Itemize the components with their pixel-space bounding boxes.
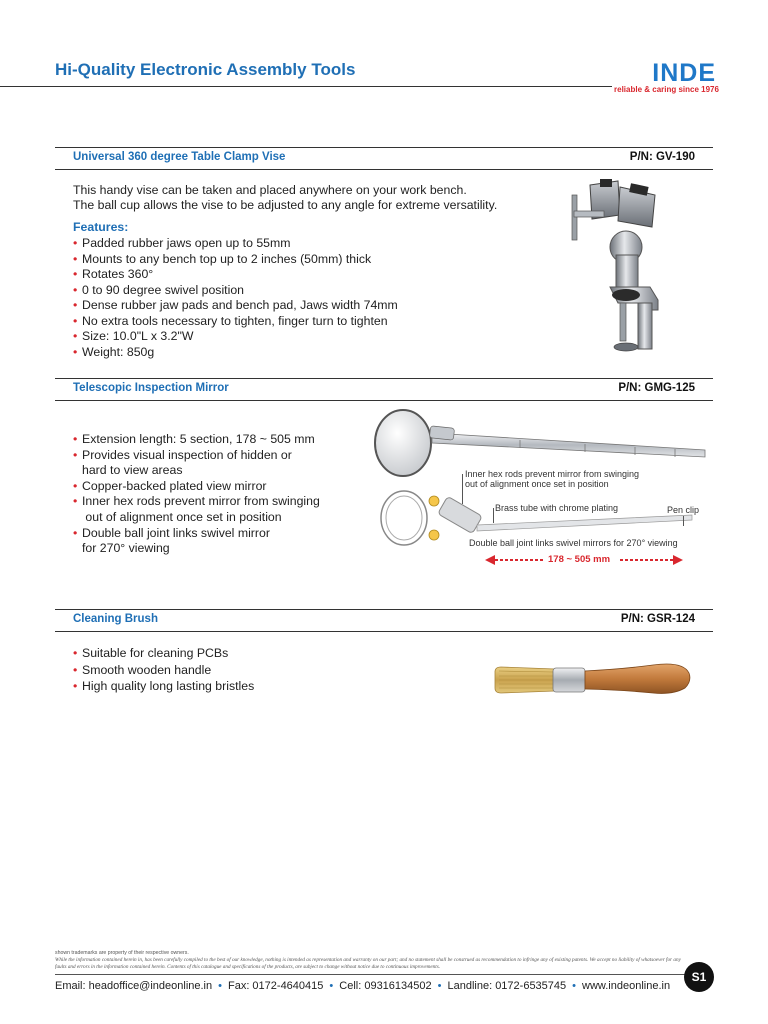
list-item: • Mounts to any bench top up to 2 inches (50mm) thick: [73, 252, 398, 268]
annotation-leader: [462, 474, 463, 504]
logo-wordmark: INDE: [652, 59, 716, 87]
list-item: • Double ball joint links swivel mirror for 270° viewing: [73, 526, 320, 557]
list-item: • Inner hex rods prevent mirror from swinging out of alignment once set in position: [73, 494, 320, 525]
description-line: The ball cup allows the vise to be adjusted to any angle for extreme versatility.: [73, 197, 498, 212]
feature-list-mirror: [73, 432, 320, 557]
list-item: • 0 to 90 degree swivel position: [73, 283, 398, 299]
description-line: This handy vise can be taken and placed anywhere on your work bench.: [73, 183, 467, 197]
contact-landline: Landline: 0172-6535745: [447, 980, 567, 992]
section-divider: [55, 400, 713, 401]
contact-email: Email: headoffice@indeonline.in: [55, 980, 213, 992]
logo-tagline: reliable & caring since 1976: [614, 85, 719, 94]
feature-list-brush: [73, 645, 254, 695]
features-label: Features:: [73, 220, 129, 234]
section-divider: [55, 378, 713, 379]
trademark-note: shown trademarks are property of their respective owners.: [55, 950, 189, 956]
product-title-brush: Cleaning Brush: [73, 613, 158, 625]
annotation-ball-joint: Double ball joint links swivel mirrors for 270° viewing: [469, 538, 678, 548]
list-item: • Weight: 850g: [73, 345, 398, 361]
page-number-badge: S1: [684, 962, 714, 992]
page-title: Hi-Quality Electronic Assembly Tools: [55, 60, 356, 79]
separator-dot: •: [329, 980, 334, 992]
annotation-brass-tube: Brass tube with chrome plating: [495, 503, 619, 513]
annotation-hex-rods: Inner hex rods prevent mirror from swinging: [465, 469, 640, 479]
contact-fax: Fax: 0172-4640415: [227, 980, 324, 992]
list-item: • Suitable for cleaning PCBs: [73, 645, 254, 662]
disclaimer-text: While the information contained herein in, has been carefully compiled to the best of our knowledge, nothing is intended as representation and warranty on our part; and no statement shall be construed as recommendation to infringe any of existing patents. We accept no liability of whatsoever for any faults and errors in the information contained herein. Contents of this catalogue and specifications of the products, are subject to change without notice due to continuous improvements.: [55, 957, 681, 970]
list-item: • Copper-backed plated view mirror: [73, 479, 320, 495]
product-pn-brush: P/N: GSR-124: [620, 613, 695, 625]
footer-divider: [55, 974, 685, 975]
list-item: • Extension length: 5 section, 178 ~ 505 mm: [73, 432, 320, 448]
section-divider: [55, 169, 713, 170]
product-pn-vise: P/N: GV-190: [629, 151, 695, 163]
product-title-vise: Universal 360 degree Table Clamp Vise: [73, 151, 286, 163]
separator-dot: •: [218, 980, 222, 992]
list-item: • Padded rubber jaws open up to 55mm: [73, 236, 398, 252]
annotation-pen-clip: Pen clip: [667, 505, 700, 515]
annotation-hex-rods-cont: out of alignment once set in position: [465, 479, 609, 489]
list-item: • Size: 10.0"L x 3.2"W: [73, 329, 398, 345]
list-item: • No extra tools necessary to tighten, finger turn to tighten: [73, 314, 398, 330]
list-item: • High quality long lasting bristles: [73, 678, 254, 695]
feature-list-vise: [73, 236, 398, 360]
product-description-vise: [73, 183, 497, 212]
annotation-leader: [683, 516, 684, 526]
contact-website: www.indeonline.in: [582, 980, 671, 992]
section-divider: [55, 631, 713, 632]
annotation-leader: [493, 508, 494, 523]
product-title-mirror: Telescopic Inspection Mirror: [73, 382, 229, 394]
vise-image: [560, 175, 680, 360]
list-item: • Smooth wooden handle: [73, 662, 254, 679]
product-pn-mirror: P/N: GMG-125: [618, 382, 695, 394]
header-divider: [0, 86, 612, 87]
company-logo: [614, 59, 719, 94]
list-item: • Dense rubber jaw pads and bench pad, Jaws width 74mm: [73, 298, 398, 314]
section-divider: [55, 147, 713, 148]
separator-dot: •: [437, 980, 442, 992]
list-item: • Rotates 360°: [73, 267, 398, 283]
section-divider: [55, 609, 713, 610]
list-item: • Provides visual inspection of hidden or hard to view areas: [73, 448, 320, 479]
range-label: 178 ~ 505 mm: [548, 554, 611, 565]
separator-dot: •: [572, 980, 577, 992]
contact-row: [55, 980, 670, 992]
brush-image: [493, 655, 693, 705]
contact-cell: Cell: 09316134502: [339, 980, 432, 992]
